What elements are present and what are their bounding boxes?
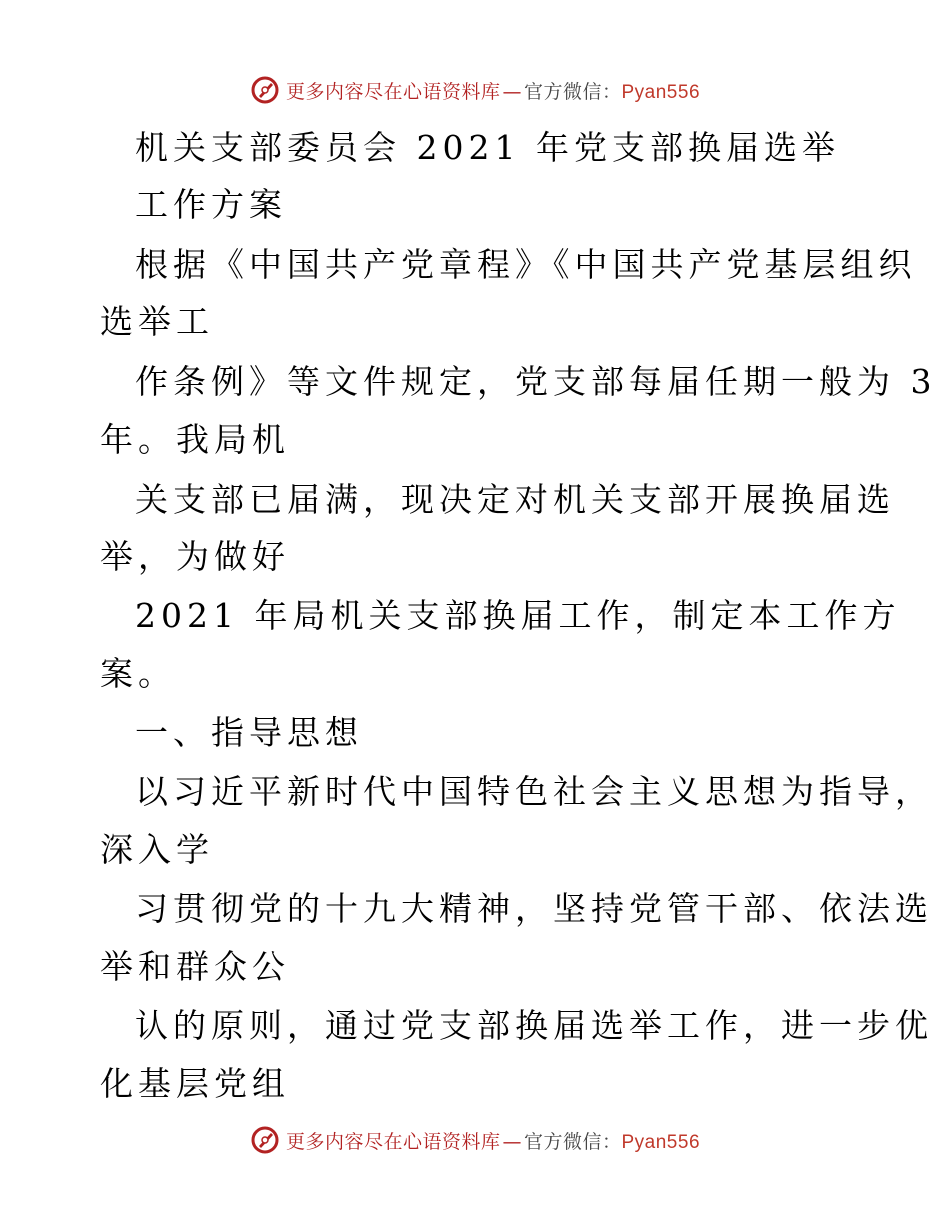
paragraph-line: 关支部已届满，现决定对机关支部开展换届选	[135, 480, 895, 519]
paragraph-line: 根据《中国共产党章程》《中国共产党基层组织	[135, 245, 917, 284]
footer-watermark	[0, 1120, 950, 1160]
watermark-account: Pyan556	[621, 1131, 701, 1153]
quill-seal-icon	[250, 1125, 280, 1155]
paragraph-line: 作条例》等文件规定，党支部每届任期一般为 3	[135, 362, 937, 401]
paragraph-line: 选举工	[100, 302, 214, 341]
paragraph-line: 举和群众公	[100, 947, 290, 986]
paragraph-line: 习贯彻党的十九大精神，坚持党管干部、依法选	[135, 889, 933, 928]
paragraph-line: 案。	[100, 654, 176, 693]
paragraph-line: 年。我局机	[100, 420, 290, 459]
watermark-text	[286, 1127, 700, 1154]
paragraph-line: 认的原则，通过党支部换届选举工作，进一步优	[135, 1006, 933, 1045]
paragraph-line: 举，为做好	[100, 537, 290, 576]
paragraph-line: 深入学	[100, 830, 214, 869]
document-title-line-2: 工作方案	[135, 185, 287, 224]
watermark-label: 官方微信：	[523, 1130, 622, 1153]
watermark-label: 官方微信：	[523, 80, 622, 103]
section-heading: 一、指导思想	[135, 713, 363, 752]
paragraph-line: 以习近平新时代中国特色社会主义思想为指导，	[135, 772, 933, 811]
paragraph-line: 化基层党组	[100, 1064, 290, 1103]
watermark-account: Pyan556	[621, 81, 701, 103]
watermark-separator: —	[502, 1130, 522, 1153]
watermark-brand: 更多内容尽在心语资料库	[285, 80, 501, 103]
paragraph-line: 2021 年局机关支部换届工作，制定本工作方	[135, 596, 901, 635]
watermark-separator: —	[502, 80, 522, 103]
watermark-brand: 更多内容尽在心语资料库	[285, 1130, 501, 1153]
document-title-line-1: 机关支部委员会 2021 年党支部换届选举	[135, 128, 840, 167]
